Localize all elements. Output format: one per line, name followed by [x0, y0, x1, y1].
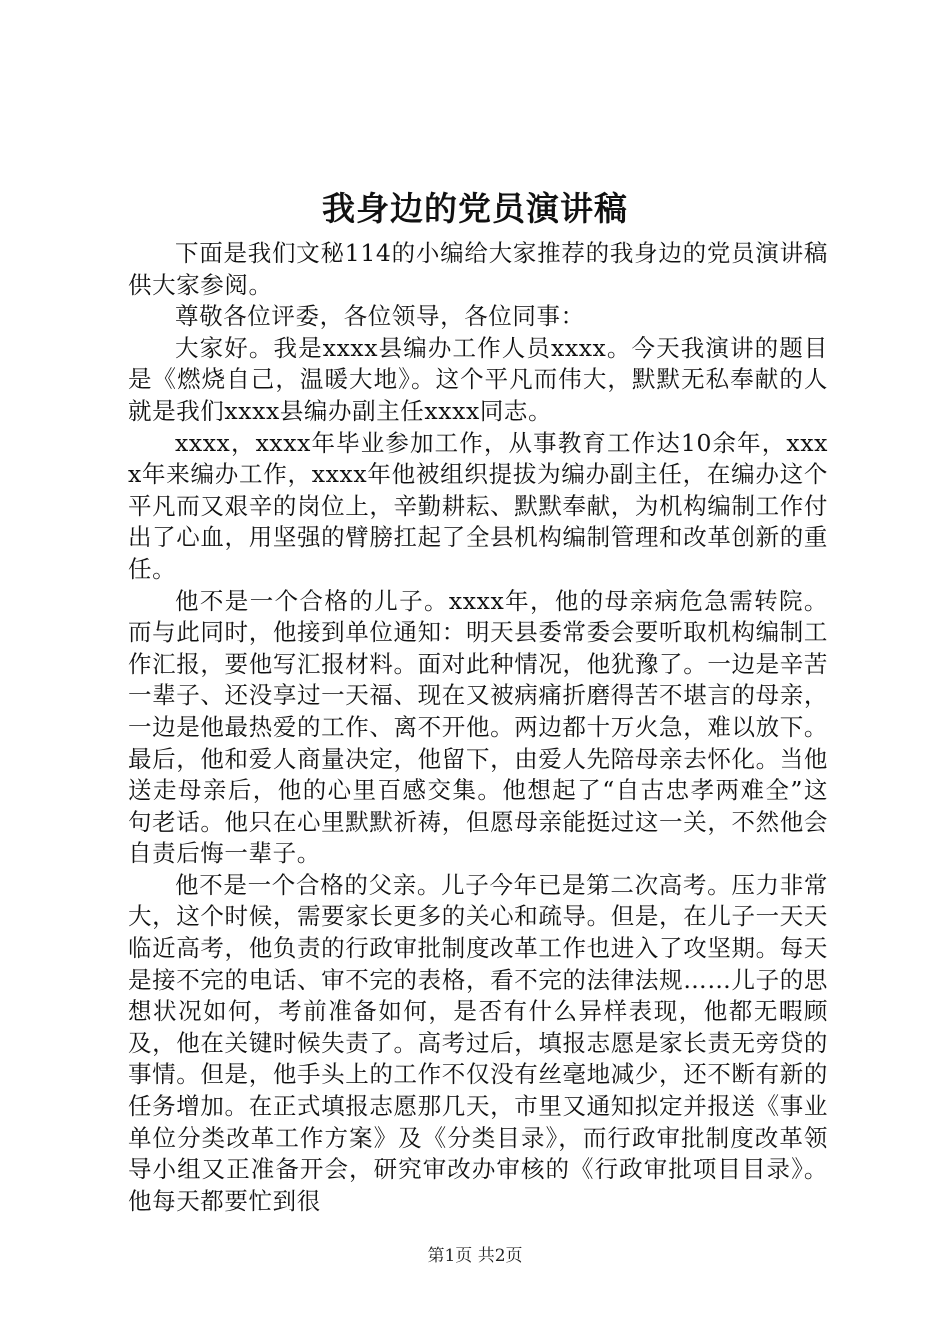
page-footer: 第1页 共2页 — [427, 1246, 523, 1266]
son-paragraph: 他不是一个合格的儿子。xxxx年，他的母亲病危急需转院。而与此同时，他接到单位通知：明天县委常委会要听取机构编制工作汇报，要他写汇报材料。面对此种情况，他犹豫了。一边是辛苦一辈子、还没享过一天福、现在又被病痛折磨得苦不堪言的母亲，一边是他最热爱的工作、离不开他。两边都十万火急，难以放下。最后，他和爱人商量决定，他留下，由爱人先陪母亲去怀化。当他送走母亲后，他的心里百感交集。他想起了“自古忠孝两难全”这句老话。他只在心里默默祈祷，但愿母亲能挺过这一关，不然他会自责后悔一辈子。 — [128, 586, 828, 868]
document-title: 我身边的党员演讲稿 — [322, 189, 628, 228]
background-paragraph: xxxx，xxxx年毕业参加工作，从事教育工作达10余年，xxxx年来编办工作，xxxx年他被组织提拔为编办副主任，在编办这个平凡而又艰辛的岗位上，辛勤耕耘、默默奉献，为机构编制工作付出了心血，用坚强的臂膀扛起了全县机构编制管理和改革创新的重任。 — [128, 428, 828, 583]
salutation-paragraph: 尊敬各位评委，各位领导，各位同事： — [175, 302, 585, 331]
document-body — [128, 238, 828, 1217]
father-paragraph: 他不是一个合格的父亲。儿子今年已是第二次高考。压力非常大，这个时候，需要家长更多的关心和疏导。但是，在儿子一天天临近高考，他负责的行政审批制度改革工作也进入了攻坚期。每天是接不完的电话、审不完的表格，看不完的法律法规……儿子的思想状况如何，考前准备如何，是否有什么异样表现，他都无暇顾及，他在关键时候失责了。高考过后，填报志愿是家长责无旁贷的事情。但是，他手头上的工作不仅没有丝毫地减少，还不断有新的任务增加。在正式填报志愿那几天，市里又通知拟定并报送《事业单位分类改革工作方案》及《分类目录》，而行政审批制度改革领导小组又正准备开会，研究审改办审核的《行政审批项目目录》。他每天都要忙到很 — [128, 870, 828, 1215]
greeting-paragraph: 大家好。我是xxxx县编办工作人员xxxx。今天我演讲的题目是《燃烧自己，温暖大地》。这个平凡而伟大，默默无私奉献的人就是我们xxxx县编办副主任xxxx同志。 — [128, 333, 828, 425]
intro-paragraph: 下面是我们文秘114的小编给大家推荐的我身边的党员演讲稿供大家参阅。 — [128, 239, 828, 299]
